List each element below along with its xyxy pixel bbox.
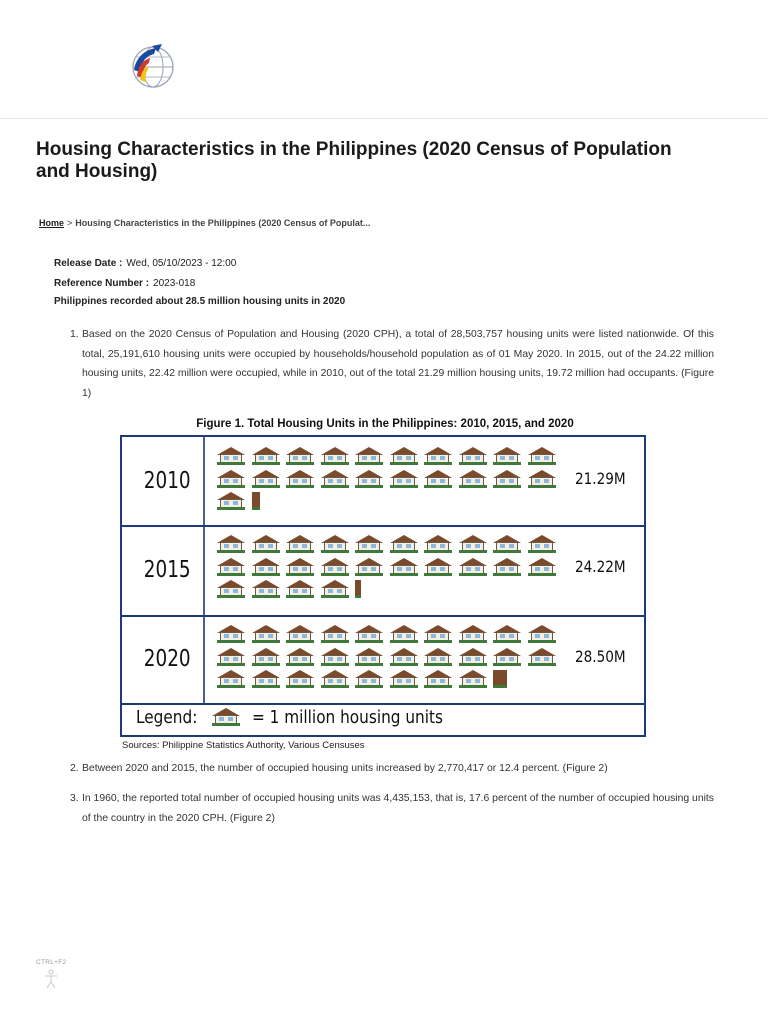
house-icon [528, 447, 556, 465]
house-icon [390, 625, 418, 643]
house-icon [217, 470, 245, 488]
accessibility-icon[interactable] [44, 969, 58, 989]
house-icon [355, 470, 383, 488]
house-icon [252, 580, 280, 598]
house-icon [493, 558, 521, 576]
release-date-value: Wed, 05/10/2023 - 12:00 [126, 258, 237, 269]
house-icon [493, 625, 521, 643]
row-total-label: 28.50M [575, 647, 626, 666]
house-icon [217, 670, 245, 688]
psa-logo-icon[interactable] [128, 40, 178, 90]
house-icon [286, 535, 314, 553]
house-icon [390, 558, 418, 576]
house-icon [321, 625, 349, 643]
paragraph-text: Based on the 2020 Census of Population and Housing (2020 CPH), a total of 28,503,757 housing units were listed nationwide. Of this total, 25,191,610 housing units were occupied by households/household population as of 01 May 2020. In 2015, out of the 24.22 million housing units, 22.42 million were occupied, while in 2010, out of the total 21.29 million housing units, 19.72 million had occupants. (Figure 1) [82, 329, 714, 399]
house-icon [217, 535, 245, 553]
house-icon [252, 558, 280, 576]
house-icon [286, 580, 314, 598]
house-icon [217, 648, 245, 666]
paragraph-number: 3. [70, 793, 79, 804]
house-icon [528, 648, 556, 666]
house-icon [424, 447, 452, 465]
house-icon [390, 470, 418, 488]
paragraph-number: 1. [70, 329, 79, 340]
figure-source: Sources: Philippine Statistics Authority, Various Censuses [122, 740, 365, 751]
paragraph-2 [70, 759, 714, 779]
row-total-label: 21.29M [575, 469, 626, 488]
house-icon [286, 447, 314, 465]
house-icon [459, 648, 487, 666]
house-icon [355, 558, 383, 576]
house-icon [459, 470, 487, 488]
house-icon [321, 670, 349, 688]
house-icon [286, 648, 314, 666]
figure-title: Figure 1. Total Housing Units in the Philippines: 2010, 2015, and 2020 [196, 418, 574, 430]
partial-house-icon [355, 580, 361, 598]
house-icon [493, 648, 521, 666]
house-icon [424, 558, 452, 576]
house-icon [424, 648, 452, 666]
house-icon [252, 625, 280, 643]
paragraph-text: In 1960, the reported total number of occupied housing units was 4,435,153, that is, 17.6 percent of the number of occupied housing units of the country in the 2020 CPH. (Figure 2) [82, 793, 714, 824]
house-icon [493, 535, 521, 553]
house-icon [459, 535, 487, 553]
house-icon [321, 580, 349, 598]
house-icon [321, 447, 349, 465]
reference-number-value: 2023-018 [153, 278, 196, 289]
house-icon [217, 492, 245, 510]
house-icon [252, 470, 280, 488]
row-year-label: 2015 [131, 525, 205, 615]
breadcrumb-home-link[interactable]: Home [39, 218, 65, 228]
house-icon [424, 535, 452, 553]
partial-house-icon [493, 670, 507, 688]
house-icon [493, 470, 521, 488]
house-icon [390, 447, 418, 465]
house-icon [252, 648, 280, 666]
house-icon [459, 670, 487, 688]
house-icon [286, 558, 314, 576]
page-title: Housing Characteristics in the Philippines (2020 Census of Population and Housing) [36, 139, 672, 182]
house-icon [528, 470, 556, 488]
house-icon [217, 580, 245, 598]
partial-house-icon [252, 492, 260, 510]
breadcrumb [39, 218, 370, 228]
paragraph-number: 2. [70, 763, 79, 774]
house-icon [390, 648, 418, 666]
house-icon [355, 625, 383, 643]
figure-housing-units [120, 435, 646, 737]
house-icon [424, 670, 452, 688]
house-icon [424, 470, 452, 488]
house-icon [390, 670, 418, 688]
house-icon [252, 447, 280, 465]
house-icon [528, 535, 556, 553]
house-icon [286, 670, 314, 688]
house-icon [493, 447, 521, 465]
house-icon [286, 470, 314, 488]
figure-row-2010 [122, 437, 644, 527]
hotkey-hint: CTRL+F2 [36, 959, 67, 966]
house-icon [217, 625, 245, 643]
paragraph-1 [70, 325, 714, 403]
house-icon [390, 535, 418, 553]
house-icon [321, 648, 349, 666]
release-date [54, 258, 236, 269]
house-icon [217, 558, 245, 576]
house-icon [321, 470, 349, 488]
headline: Philippines recorded about 28.5 million housing units in 2020 [54, 296, 346, 307]
paragraph-3 [70, 789, 714, 828]
breadcrumb-current: Housing Characteristics in the Philippines (2020 Census of Populat... [75, 218, 371, 228]
header-divider [0, 118, 768, 119]
row-year-label: 2010 [131, 437, 205, 525]
house-icon [252, 535, 280, 553]
breadcrumb-separator: > [67, 218, 73, 228]
legend-house-icon [212, 708, 240, 726]
house-icon [459, 447, 487, 465]
house-icon [459, 625, 487, 643]
house-icon [355, 447, 383, 465]
legend-label: Legend: [136, 707, 198, 728]
house-icon [355, 535, 383, 553]
house-icon [355, 670, 383, 688]
house-icon [424, 625, 452, 643]
house-icon [252, 670, 280, 688]
house-icon [528, 558, 556, 576]
house-icon [321, 535, 349, 553]
figure-row-2015 [122, 525, 644, 617]
legend-text: = 1 million housing units [252, 707, 443, 728]
reference-number [54, 278, 195, 289]
house-icon [355, 648, 383, 666]
row-year-label: 2020 [131, 615, 205, 703]
house-icon [217, 447, 245, 465]
figure-row-2020 [122, 615, 644, 705]
house-icon [321, 558, 349, 576]
house-icon [286, 625, 314, 643]
release-date-label: Release Date : [54, 258, 123, 269]
house-icon [528, 625, 556, 643]
paragraph-text: Between 2020 and 2015, the number of occupied housing units increased by 2,770,417 or 12.4 percent. (Figure 2) [82, 763, 608, 774]
row-total-label: 24.22M [575, 557, 626, 576]
house-icon [459, 558, 487, 576]
reference-number-label: Reference Number : [54, 278, 150, 289]
